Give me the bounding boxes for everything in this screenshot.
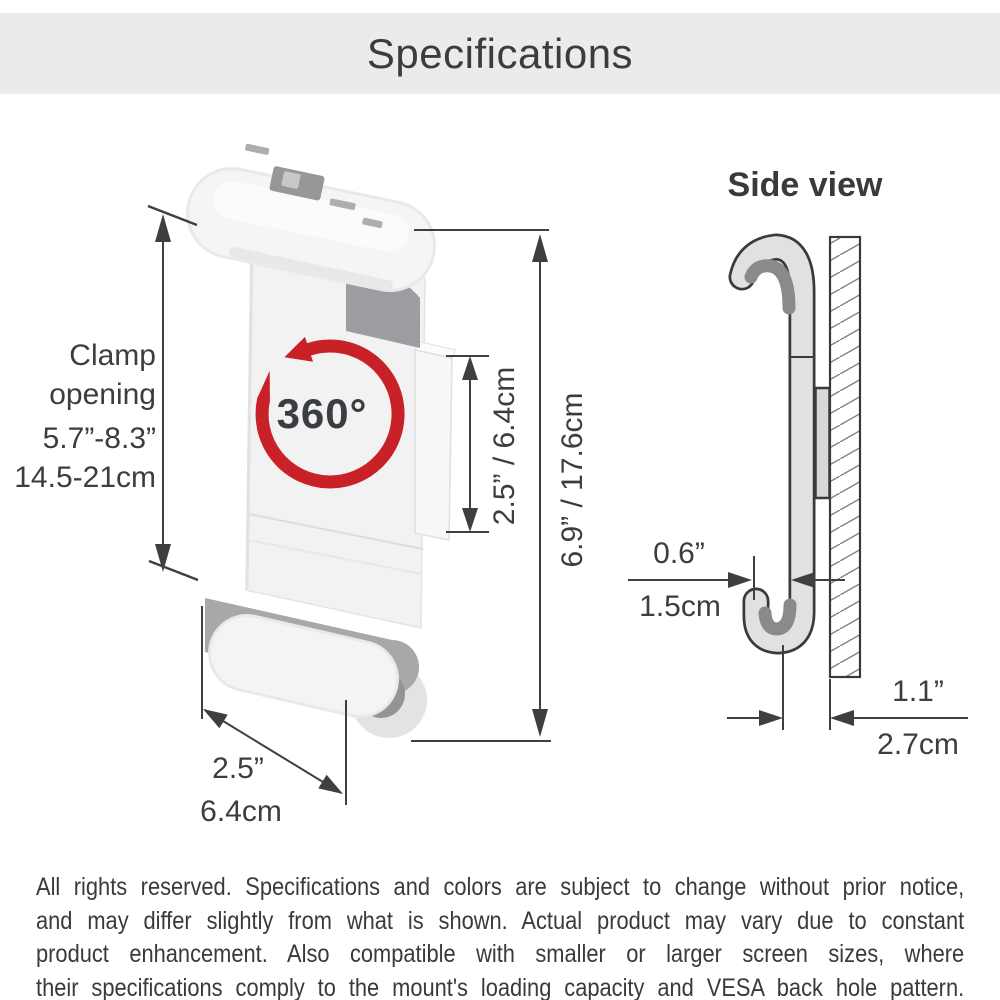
bottom-width-cm-label: 6.4cm <box>200 795 282 828</box>
bottom-lip <box>247 653 360 679</box>
clamp-word: Clamp <box>69 339 156 372</box>
clamp-range-cm: 14.5-21cm <box>14 461 156 494</box>
hook-depth-inch-label: 0.6” <box>653 537 705 570</box>
page-title: Specifications <box>366 29 634 77</box>
front-view-product <box>205 143 456 738</box>
bottom-hook-pad <box>765 605 790 629</box>
disclaimer-line: product enhancement. Also compatible with smaller or larger screen sizes, where <box>36 940 965 968</box>
vesa-block <box>415 350 452 540</box>
wall-distance-cm-label: 2.7cm <box>877 728 959 761</box>
disclaimer-line: and may differ slightly from what is shown. Actual product may vary due to constant <box>36 906 965 935</box>
wall-distance-inch-label: 1.1” <box>892 675 944 708</box>
rotation-360-label: 360° <box>276 390 368 437</box>
bottom-width-inch-label: 2.5” <box>212 752 264 785</box>
side-view-title: Side view <box>727 166 883 204</box>
top-hook-pad <box>751 266 789 308</box>
disclaimer-line: All rights reserved. Specifications and colors are subject to change without prior notice, <box>36 873 965 901</box>
bracket-height-dim-label: 2.5” / 6.4cm <box>488 366 521 526</box>
clamp-opening-label <box>0 336 156 497</box>
disclaimer-line: their specifications comply to the mount's loading capacity and VESA back hole pattern. <box>36 973 965 1000</box>
disclaimer-text <box>36 871 964 1000</box>
opening-word: opening <box>49 378 156 411</box>
clamp-range-inch: 5.7”-8.3” <box>42 422 156 455</box>
total-height-dim-label: 6.9” / 17.6cm <box>556 392 589 568</box>
hook-depth-cm-label: 1.5cm <box>639 590 721 623</box>
wall-plate <box>816 388 830 498</box>
side-view-drawing <box>742 237 860 677</box>
